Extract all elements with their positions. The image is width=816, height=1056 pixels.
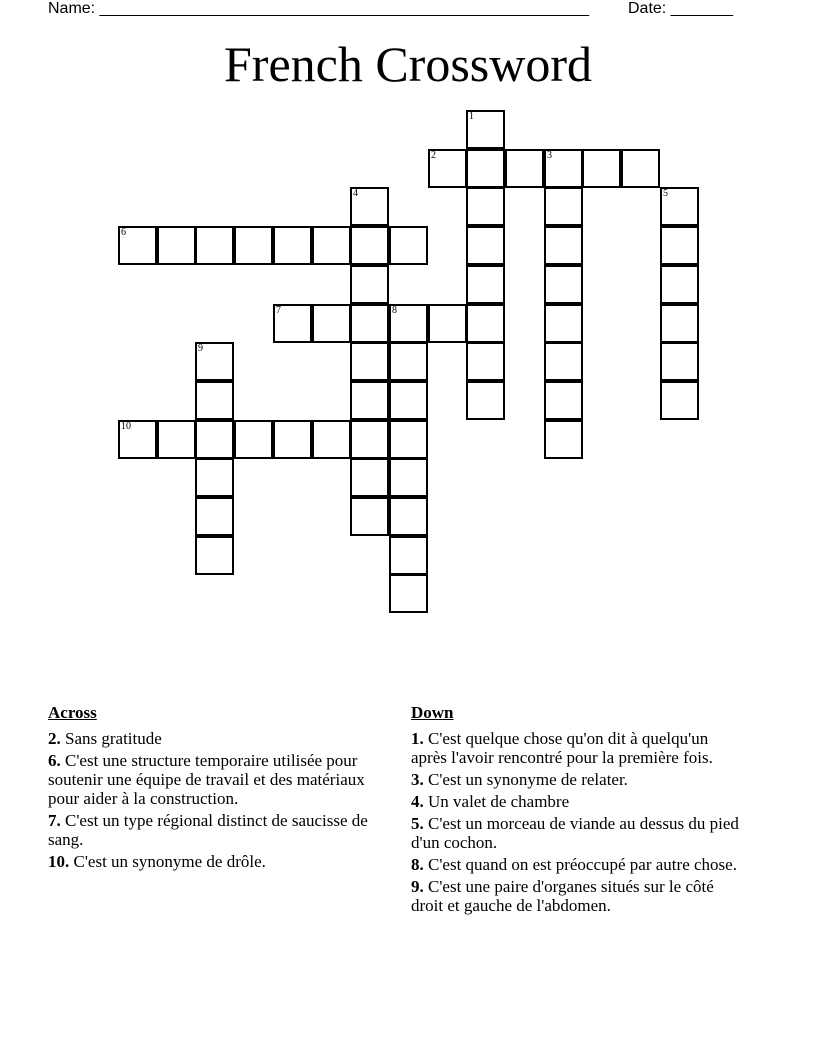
clue-text: Un valet de chambre	[423, 792, 570, 811]
grid-cell[interactable]	[195, 226, 234, 265]
grid-cell[interactable]	[195, 536, 234, 575]
across-clues	[48, 703, 384, 874]
grid-cell[interactable]	[195, 420, 234, 459]
clue-number: 9.	[411, 877, 424, 896]
grid-cell[interactable]	[350, 265, 389, 304]
grid-cell[interactable]	[466, 304, 505, 343]
grid-cell[interactable]	[466, 110, 505, 149]
clue-text: C'est un synonyme de drôle.	[69, 852, 266, 871]
clue-number: 2.	[48, 729, 61, 748]
cell-number: 9	[198, 343, 203, 354]
grid-cell[interactable]	[660, 265, 699, 304]
grid-cell[interactable]	[389, 574, 428, 613]
clue-down-8	[411, 855, 747, 874]
clue-down-3	[411, 770, 747, 789]
grid-cell[interactable]	[195, 497, 234, 536]
clue-text: C'est un synonyme de relater.	[423, 770, 628, 789]
clue-text: Sans gratitude	[60, 729, 162, 748]
grid-cell[interactable]	[350, 420, 389, 459]
grid-cell[interactable]	[466, 149, 505, 188]
clue-number: 1.	[411, 729, 424, 748]
cell-number: 8	[392, 305, 397, 316]
grid-cell[interactable]	[350, 497, 389, 536]
cell-number: 5	[663, 188, 668, 199]
grid-cell[interactable]	[389, 458, 428, 497]
grid-cell[interactable]	[389, 497, 428, 536]
grid-cell[interactable]	[660, 342, 699, 381]
grid-cell[interactable]	[234, 226, 273, 265]
grid-cell[interactable]	[466, 226, 505, 265]
grid-cell[interactable]	[544, 226, 583, 265]
cell-number: 2	[431, 150, 436, 161]
grid-cell[interactable]	[428, 304, 467, 343]
grid-cell[interactable]	[621, 149, 660, 188]
grid-cell[interactable]	[466, 187, 505, 226]
grid-cell[interactable]	[273, 226, 312, 265]
cell-number: 10	[121, 421, 131, 432]
grid-cell[interactable]	[389, 342, 428, 381]
grid-cell[interactable]	[312, 304, 351, 343]
page-title: French Crossword	[223, 36, 593, 92]
clue-text: C'est un type régional distinct de saucisse de sang.	[48, 811, 368, 849]
grid-cell[interactable]	[350, 381, 389, 420]
grid-cell[interactable]	[544, 265, 583, 304]
clue-number: 7.	[48, 811, 61, 830]
grid-cell[interactable]	[389, 420, 428, 459]
clue-text: C'est quelque chose qu'on dit à quelqu'un après l'avoir rencontré pour la première fois.	[411, 729, 713, 767]
across-heading: Across	[48, 703, 97, 722]
grid-cell[interactable]	[195, 381, 234, 420]
grid-cell[interactable]	[312, 226, 351, 265]
clue-number: 5.	[411, 814, 424, 833]
cell-number: 7	[276, 305, 281, 316]
grid-cell[interactable]	[350, 304, 389, 343]
clue-number: 6.	[48, 751, 61, 770]
cell-number: 6	[121, 227, 126, 238]
grid-cell[interactable]	[544, 342, 583, 381]
grid-cell[interactable]	[544, 381, 583, 420]
grid-cell[interactable]	[660, 304, 699, 343]
grid-cell[interactable]	[466, 342, 505, 381]
grid-cell[interactable]	[466, 381, 505, 420]
grid-cell[interactable]	[660, 187, 699, 226]
grid-cell[interactable]	[350, 226, 389, 265]
grid-cell[interactable]	[312, 420, 351, 459]
grid-cell[interactable]	[466, 265, 505, 304]
grid-cell[interactable]	[234, 420, 273, 459]
grid-cell[interactable]	[273, 420, 312, 459]
cell-number: 4	[353, 188, 358, 199]
clue-down-9	[411, 877, 747, 915]
clue-down-1	[411, 729, 747, 767]
clue-across-7	[48, 811, 384, 849]
grid-cell[interactable]	[428, 149, 467, 188]
grid-cell[interactable]	[350, 458, 389, 497]
clue-text: C'est une paire d'organes situés sur le côté droit et gauche de l'abdomen.	[411, 877, 714, 915]
grid-cell[interactable]	[350, 187, 389, 226]
grid-cell[interactable]	[389, 381, 428, 420]
grid-cell[interactable]	[660, 381, 699, 420]
clue-number: 3.	[411, 770, 424, 789]
grid-cell[interactable]	[505, 149, 544, 188]
clue-text: C'est quand on est préoccupé par autre chose.	[423, 855, 737, 874]
name-field[interactable]: Name: _______________________________________________________	[48, 0, 589, 17]
grid-cell[interactable]	[195, 342, 234, 381]
grid-cell[interactable]	[582, 149, 621, 188]
down-heading: Down	[411, 703, 454, 722]
clue-down-4	[411, 792, 747, 811]
grid-cell[interactable]	[118, 226, 157, 265]
date-field[interactable]: Date: _______	[628, 0, 733, 17]
clue-text: C'est une structure temporaire utilisée pour soutenir une équipe de travail et des matériaux pour aider à la construction.	[48, 751, 365, 808]
grid-cell[interactable]	[195, 458, 234, 497]
grid-cell[interactable]	[118, 420, 157, 459]
grid-cell[interactable]	[544, 149, 583, 188]
cell-number: 1	[469, 111, 474, 122]
grid-cell[interactable]	[350, 342, 389, 381]
grid-cell[interactable]	[157, 226, 196, 265]
clue-down-5	[411, 814, 747, 852]
grid-cell[interactable]	[273, 304, 312, 343]
grid-cell[interactable]	[544, 420, 583, 459]
grid-cell[interactable]	[544, 187, 583, 226]
clue-across-2	[48, 729, 384, 748]
clue-across-6	[48, 751, 384, 808]
grid-cell[interactable]	[157, 420, 196, 459]
down-clues	[411, 703, 747, 918]
cell-number: 3	[547, 150, 552, 161]
grid-cell[interactable]	[660, 226, 699, 265]
clue-number: 10.	[48, 852, 70, 871]
clue-across-10	[48, 852, 384, 871]
clue-text: C'est un morceau de viande au dessus du pied d'un cochon.	[411, 814, 739, 852]
clue-number: 8.	[411, 855, 424, 874]
grid-cell[interactable]	[389, 226, 428, 265]
clue-number: 4.	[411, 792, 424, 811]
grid-cell[interactable]	[389, 536, 428, 575]
grid-cell[interactable]	[544, 304, 583, 343]
grid-cell[interactable]	[389, 304, 428, 343]
